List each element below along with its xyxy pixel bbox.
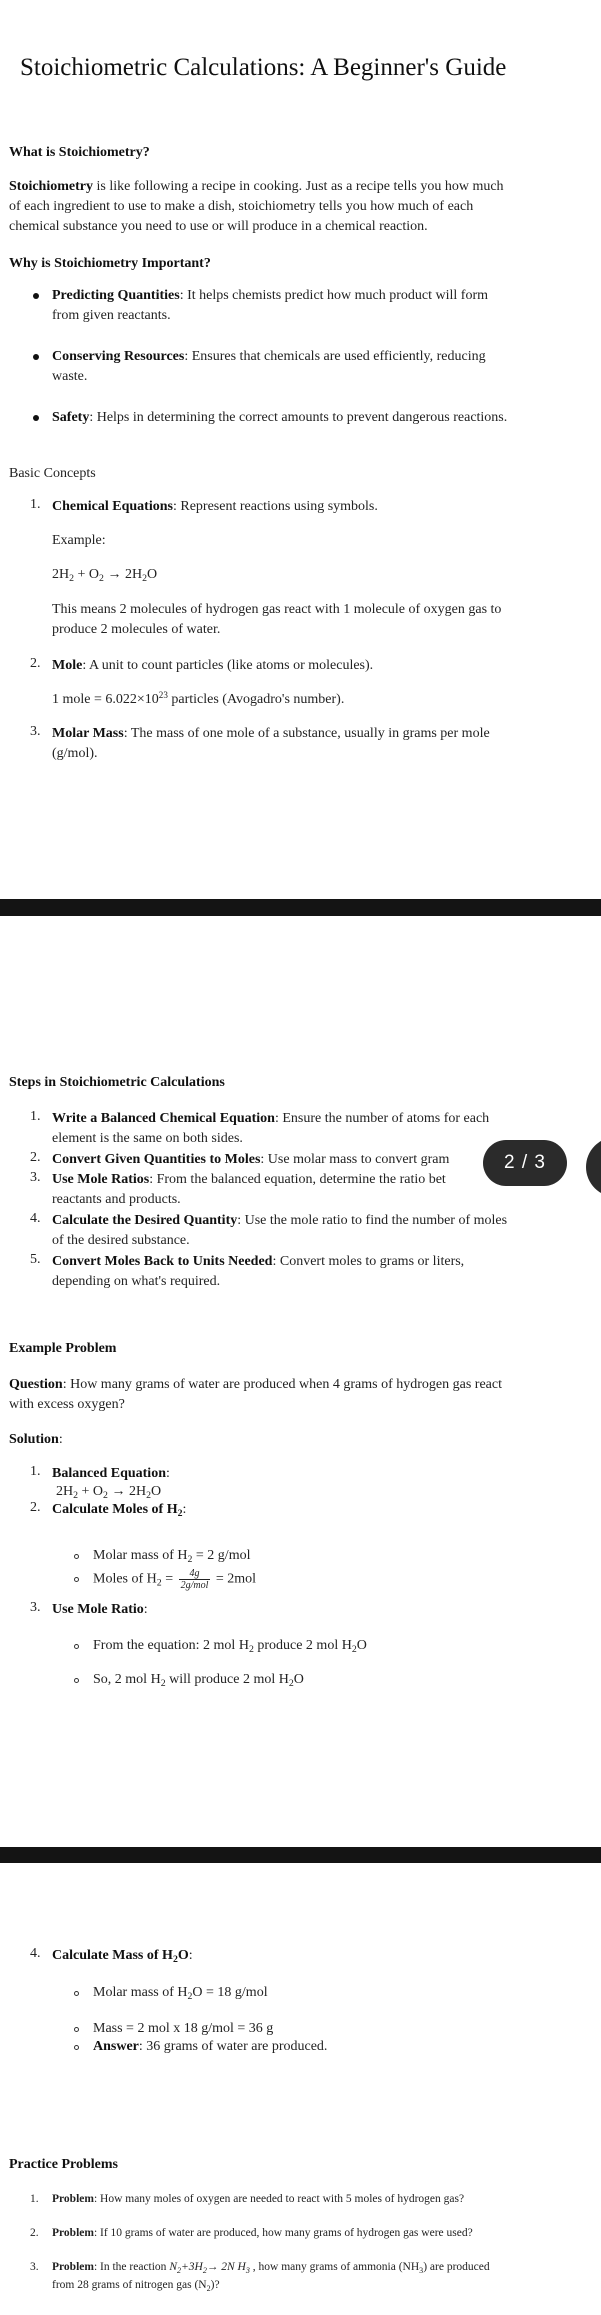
molar-mass-h2o: Molar mass of $H_2O = 18$ g/mol [93,1985,268,2002]
example-question: Question: How many grams of water are produced when 4 grams of hydrogen gas react with excess oxygen? [9,1377,502,1412]
page-title: Stoichiometric Calculations: A Beginner's Guide [20,54,507,81]
solution-label: Solution: [9,1432,63,1447]
what-heading: What is Stoichiometry? [9,145,150,160]
basic-concepts-heading: Basic Concepts [9,466,96,481]
practice-heading: Practice Problems [9,2157,118,2172]
what-term: Stoichiometry [9,179,93,194]
what-paragraph: Stoichiometry is like following a recipe in cooking. Just as a recipe tells you how much of each ingredient to use to make a dish, stoichiometry tells you how much of each chemical substance you need to use or will produce in a chemical reaction. [9,179,504,234]
concept-mole: Mole: A unit to count particles (like atoms or molecules). [52,658,374,673]
page-separator [0,1847,601,1864]
circle-bullet-icon [74,1577,79,1582]
steps-heading: Steps in Stoichiometric Calculations [9,1075,225,1090]
moles-h2-calculation: Moles of $H_2$ = $\frac{4g}{\text{2g/mol}}$ = 2mol [93,1568,257,1591]
circle-bullet-icon [74,1554,79,1559]
molar-mass-h2: Molar mass of $H_2 = 2$ g/mol [93,1548,251,1565]
solution-step-mass-h2o: Calculate Mass of $H_2O$: [52,1948,193,1965]
solution-step-balanced-equation: Balanced Equation: [52,1466,170,1481]
circle-bullet-icon [74,2027,79,2032]
concept-chemical-equations: Chemical Equations: Represent reactions using symbols. [52,499,378,514]
circle-bullet-icon [74,1991,79,1996]
solution-step-mole-ratio: Use Mole Ratio: [52,1602,148,1617]
why-item-safety: Safety: Helps in determining the correct amounts to prevent dangerous reactions. [52,410,508,425]
mass-calculation: Mass = 2 mol x 18 g/mol = 36 g [93,2021,274,2036]
why-item-predicting: Predicting Quantities: It helps chemists predict how much product will form from given reactants. [52,288,489,323]
bullet-icon [33,293,39,299]
avogadro-equation: 1 mole = $6.022\times 10^{23}$ particles (Avogadro's number). [52,690,345,707]
practice-problem-1: Problem: How many moles of oxygen are needed to react with 5 moles of hydrogen gas? [52,2193,465,2205]
page-indicator[interactable]: 2 / 3 [483,1140,567,1186]
step-item-2: Convert Given Quantities to Moles: Use molar mass to convert gram [52,1152,450,1167]
answer-line: Answer: 36 grams of water are produced. [93,2039,328,2054]
circle-bullet-icon [74,2045,79,2050]
equation-explanation: This means 2 molecules of hydrogen gas react with 1 molecule of oxygen gas to produce 2 molecules of water. [52,602,502,637]
why-heading: Why is Stoichiometry Important? [9,256,211,271]
practice-problem-2: Problem: If 10 grams of water are produced, how many grams of hydrogen gas were used? [52,2227,473,2239]
example-label: Example: [52,533,106,548]
step-item-5: Convert Moles Back to Units Needed: Convert moles to grams or liters, depending on what's required. [52,1254,465,1289]
mole-ratio-line-1: From the equation: 2 mol $H_2$ produce 2 mol $H_2O$ [93,1638,367,1655]
example-problem-heading: Example Problem [9,1341,117,1356]
step-item-3: Use Mole Ratios: From the balanced equation, determine the ratio bet reactants and products. [52,1172,446,1207]
bullet-icon [33,415,39,421]
practice-problem-3: Problem: In the reaction $N_2+3H_2\to 2N$ $H_3$ , how many grams of ammonia $(NH_3)$ are produced from 28 grams of nitrogen gas $(N_2)$? [52,2261,490,2293]
step-item-1: Write a Balanced Chemical Equation: Ensure the number of atoms for each element is the same on both sides. [52,1111,490,1146]
document-page-3: 4. Calculate Mass of $H_2O$: Molar mass of $H_2O = 18$ g/mol Mass = 2 mol x 18 g/mol = 36 g Answer: 36 grams of water are produced. Practice Problems 1. Problem: How many moles of oxygen are needed to react with 5 moles of hydrogen gas? 2. Problem: If 10 grams of water are produced, how many grams of hydrogen gas were used? 3. Problem: In the reaction $N_2+3H_2\to 2N$ $H_3$ , how many grams of ammonia $(NH_3)$ are produced from 28 grams of nitrogen gas $(N_2)$? [0,1863,601,2315]
page-separator [0,899,601,916]
concept-molar-mass: Molar Mass: The mass of one mole of a substance, usually in grams per mole (g/mol). [52,726,490,761]
document-page-1: Stoichiometric Calculations: A Beginner's Guide What is Stoichiometry? Stoichiometry is like following a recipe in cooking. Just as a recipe tells you how much of each ingredient to use to make a dish, stoichiometry tells you how much of each chemical substance you need to use or will produce in a chemical reaction. Why is Stoichiometry Important? Predicting Quantities: It helps chemists predict how much product will form from given reactants. Conserving Resources: Ensures that chemicals are used efficiently, reducing waste. Safety: Helps in determining the correct amounts to prevent dangerous reactions. Basic Concepts 1. Chemical Equations: Represent reactions using symbols. Example: $2H_2 + O_2 \to 2H_2O$ This means 2 molecules of hydrogen gas react with 1 molecule of oxygen gas to produce 2 molecules of water. 2. Mole: A unit to count particles (like atoms or molecules). 1 mole = $6.022\times 10^{23}$ particles (Avogadro's number). 3. Molar Mass: The mass of one mole of a substance, usually in grams per mole (g/mol). [0,0,601,898]
circle-bullet-icon [74,1644,79,1649]
solution-step-moles-h2: Calculate Moles of $H_2$: [52,1502,187,1519]
bullet-icon [33,354,39,360]
solution-equation: $2H_2 + O_2 \to 2H_2O$ [56,1484,162,1501]
circle-bullet-icon [74,1678,79,1683]
why-item-conserving: Conserving Resources: Ensures that chemicals are used efficiently, reducing waste. [52,349,486,384]
equation-water: $2H_2 + O_2 \to 2H_2O$ [52,567,158,584]
step-item-4: Calculate the Desired Quantity: Use the mole ratio to find the number of moles of the desired substance. [52,1213,508,1248]
mole-ratio-line-2: So, 2 mol $H_2$ will produce 2 mol $H_2O$ [93,1672,304,1689]
document-page-2: Steps in Stoichiometric Calculations 1. Write a Balanced Chemical Equation: Ensure the number of atoms for each element is the same on both sides. 2. Convert Given Quantities to Moles: Use molar mass to convert gram 3. Use Mole Ratios: From the balanced equation, determine the ratio bet reactants and products. 4. Calculate the Desired Quantity: Use the mole ratio to find the number of moles of the desired substance. 5. Convert Moles Back to Units Needed: Convert moles to grams or liters, depending on what's required. Example Problem Question: How many grams of water are produced when 4 grams of hydrogen gas react with excess oxygen? Solution: 1. Balanced Equation: $2H_2 + O_2 \to 2H_2O$ 2. Calculate Moles of $H_2$: Molar mass of $H_2 = 2$ g/mol Moles of $H_2$ = $\frac{4g}{\text{2g/mol}}$ = 2mol 3. Use Mole Ratio: From the equation: 2 mol $H_2$ produce 2 mol $H_2O$ So, 2 mol $H_2$ will produce 2 mol $H_2O$ [0,917,601,1847]
